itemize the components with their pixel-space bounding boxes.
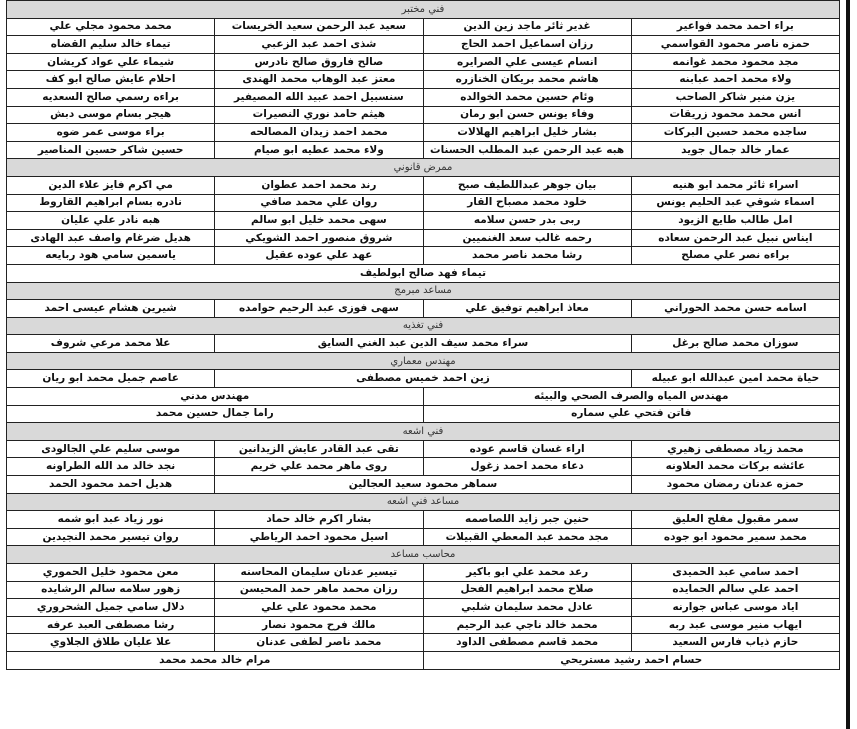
name-cell: سماهر محمود سعيد العجالين [215,476,632,494]
name-cell: هديل احمد محمود الحمد [7,476,215,494]
name-cell: حياة محمد امين عبدالله ابو عبيله [631,370,839,388]
section-title: مهندس معماري [7,352,840,370]
name-row [7,458,840,476]
section-title: محاسب مساعد [7,546,840,564]
name-list-sheet [6,0,840,670]
name-cell: امل طالب طايع الزيود [631,212,839,230]
name-cell: رزان اسماعيل احمد الحاج [423,36,631,54]
name-row [7,634,840,652]
name-cell: تيسير عدنان سليمان المحاسنه [215,564,423,582]
name-cell: علا محمد مرعي شروف [7,335,215,353]
name-row [7,53,840,71]
name-cell: مجد محمود محمد غوانمه [631,53,839,71]
name-row [7,106,840,124]
name-cell: ولاء محمد احمد عبابنه [631,71,839,89]
name-cell: مجد محمد عبد المعطي القبيلات [423,528,631,546]
section-header-row [7,159,840,177]
name-row [7,229,840,247]
name-row [7,476,840,494]
name-cell: حازم ذياب فارس السعيد [631,634,839,652]
name-cell: محمد محمود مجلي علي [7,18,215,36]
name-cell: انس محمد محمود زريقات [631,106,839,124]
name-cell: عمار خالد جمال جويد [631,141,839,159]
name-cell: حمزه عدنان رمضان محمود [631,476,839,494]
name-cell: راما جمال حسين محمد [7,405,424,423]
name-cell: ساجده محمد حسين البركات [631,124,839,142]
name-cell: وئام حسين محمد الخوالده [423,88,631,106]
name-cell: براء احمد محمد فواعير [631,18,839,36]
name-cell: صلاح محمد ابراهيم الفحل [423,581,631,599]
name-cell: سوزان محمد صالح برغل [631,335,839,353]
name-cell: مالك فرح محمود نصار [215,616,423,634]
name-cell: براء موسى عمر ضوه [7,124,215,142]
name-row [7,194,840,212]
name-row [7,511,840,529]
name-cell: غدير ثائر ماجد زين الدين [423,18,631,36]
name-cell: شذى احمد عبد الزعبي [215,36,423,54]
name-cell: عادل محمد سليمان شلبي [423,599,631,617]
name-cell: محمد محمود علي علي [215,599,423,617]
name-cell: اسيل محمود احمد الرياطي [215,528,423,546]
name-cell: هبه عبد الرحمن عبد المطلب الحسنات [423,141,631,159]
name-cell: محمد ناصر لطفى عدنان [215,634,423,652]
section-title: مساعد فني اشعه [7,493,840,511]
name-cell: حسام احمد رشيد مستريحي [423,651,840,669]
name-cell: سراء محمد سيف الدين عبد الغني السايق [215,335,632,353]
name-cell: دعاء محمد احمد زغول [423,458,631,476]
name-row [7,388,840,406]
name-cell: زهور سلامه سالم الرشايده [7,581,215,599]
name-cell: معاذ ابراهيم توفيق علي [423,300,631,318]
name-cell: رشا مصطفى العبد عرفه [7,616,215,634]
section-title: ممرض قانوني [7,159,840,177]
name-cell: حنين جبر زايد اللصاصمه [423,511,631,529]
name-cell: محمد خالد ناجي عبد الرحيم [423,616,631,634]
name-row [7,88,840,106]
name-cell: محمد قاسم مصطفى الداود [423,634,631,652]
name-cell: رند محمد احمد عطوان [215,176,423,194]
name-row [7,247,840,265]
name-list-body [7,1,840,670]
name-cell: عهد علي عوده عقيل [215,247,423,265]
name-cell: اسامه حسن محمد الحوراني [631,300,839,318]
name-row [7,212,840,230]
name-cell: محمد زياد مصطفى زهيري [631,440,839,458]
name-cell: يزن منير شاكر الصاحب [631,88,839,106]
name-cell: سهى فوزى عبد الرحيم حوامده [215,300,423,318]
name-cell: ربى بدر حسن سلامه [423,212,631,230]
name-cell: نجد خالد مد الله الطراونه [7,458,215,476]
name-cell: موسى سليم علي الجالودى [7,440,215,458]
name-cell: بشار اكرم خالد حماد [215,511,423,529]
section-header-row [7,493,840,511]
name-cell: رعد محمد علي ابو باكير [423,564,631,582]
name-cell: روان علي محمد صافي [215,194,423,212]
name-cell: هاشم محمد بريكان الخنازره [423,71,631,89]
name-cell: تقى عبد القادر عايش الزيدانين [215,440,423,458]
name-cell: هيثم حامد نوري النصيرات [215,106,423,124]
name-cell: مهندس مدني [7,388,424,406]
name-cell: بيان جوهر عبداللطيف صبح [423,176,631,194]
name-row [7,651,840,669]
name-row [7,124,840,142]
name-cell: معن محمود خليل الحموري [7,564,215,582]
name-row [7,141,840,159]
name-cell: براءه نصر علي مصلح [631,247,839,265]
name-cell: نور زياد عبد ابو شمه [7,511,215,529]
name-cell: هيجر بسام موسى دبش [7,106,215,124]
name-cell: براءه رسمي صالح السعديه [7,88,215,106]
name-cell: اسماء شوقي عبد الحليم يونس [631,194,839,212]
section-header-row [7,1,840,19]
name-cell: مرام خالد محمد محمد [7,651,424,669]
name-row [7,440,840,458]
name-cell: نادره بسام ابراهيم القاروط [7,194,215,212]
name-cell: احمد علي سالم الحمايده [631,581,839,599]
name-cell: علا عليان طلاق الجلاوي [7,634,215,652]
name-cell: حسين شاكر حسين المناصير [7,141,215,159]
name-cell: اسراء ثائر محمد ابو هنيه [631,176,839,194]
name-cell: اراء غسان قاسم عوده [423,440,631,458]
name-row [7,599,840,617]
section-title: مساعد مبرمج [7,282,840,300]
name-list-table [6,0,840,670]
name-row [7,616,840,634]
name-cell: روى ماهر محمد علي خريم [215,458,423,476]
name-cell: تيماء خالد سليم القضاه [7,36,215,54]
name-row [7,335,840,353]
name-cell: مي اكرم فايز علاء الدين [7,176,215,194]
name-row [7,36,840,54]
name-cell: تيماء فهد صالح ابولطيف [7,264,840,282]
name-cell: صالح فاروق صالح نادرس [215,53,423,71]
section-header-row [7,317,840,335]
name-row [7,528,840,546]
section-title: فني اشعه [7,423,840,441]
name-cell: محمد احمد زيدان المصالحه [215,124,423,142]
name-cell: وفاء يونس حسن ابو رمان [423,106,631,124]
name-row [7,71,840,89]
name-cell: زين احمد خميس مصطفى [215,370,632,388]
name-row [7,405,840,423]
name-cell: رزان محمد ماهر حمد المحيسن [215,581,423,599]
name-row [7,264,840,282]
name-cell: احلام عايش صالح ابو كف [7,71,215,89]
name-cell: رحمه غالب سعد الغنميين [423,229,631,247]
name-row [7,300,840,318]
name-cell: رشا محمد ناصر محمد [423,247,631,265]
name-cell: ايناس نبيل عبد الرحمن سعاده [631,229,839,247]
name-cell: سمر مقبول مفلح العليق [631,511,839,529]
name-row [7,176,840,194]
name-cell: اياد موسى عباس جوارنه [631,599,839,617]
name-cell: سعيد عبد الرحمن سعيد الخريسات [215,18,423,36]
section-header-row [7,282,840,300]
name-cell: روان تيسير محمد النجيدين [7,528,215,546]
name-cell: ايهاب منير موسى عبد ربه [631,616,839,634]
section-title: فني مختبر [7,1,840,19]
name-cell: هديل ضرغام واصف عبد الهادى [7,229,215,247]
name-cell: محمد سمير محمود ابو جوده [631,528,839,546]
name-row [7,18,840,36]
section-header-row [7,352,840,370]
name-row [7,564,840,582]
name-row [7,370,840,388]
name-cell: سنسبيل احمد عبيد الله المصيفير [215,88,423,106]
name-cell: مهندس المياه والصرف الصحي والبيئه [423,388,840,406]
name-cell: خلود محمد مصباح القار [423,194,631,212]
name-cell: حمزه ناصر محمود القواسمي [631,36,839,54]
section-header-row [7,546,840,564]
name-cell: دلال سامي جميل الشحروري [7,599,215,617]
section-header-row [7,423,840,441]
page-edge-bar [846,0,850,729]
name-cell: بشار خليل ابراهيم الهلالات [423,124,631,142]
name-row [7,581,840,599]
name-cell: هبه نادر علي عليان [7,212,215,230]
name-cell: احمد سامي عبد الحميدى [631,564,839,582]
name-cell: معتز عبد الوهاب محمد الهندى [215,71,423,89]
name-cell: شروق منصور احمد الشويكي [215,229,423,247]
name-cell: عاصم جميل محمد ابو ريان [7,370,215,388]
name-cell: فاتن فتحي علي سماره [423,405,840,423]
name-cell: شيماء علي عواد كريشان [7,53,215,71]
name-cell: ياسمين سامي هود ربايعه [7,247,215,265]
name-cell: شيرين هشام عيسى احمد [7,300,215,318]
name-cell: عائشه بركات محمد العلاونه [631,458,839,476]
name-cell: سهى محمد خليل ابو سالم [215,212,423,230]
name-cell: انسام عيسى علي الصرايره [423,53,631,71]
section-title: فني تغذيه [7,317,840,335]
name-cell: ولاء محمد عطيه ابو صيام [215,141,423,159]
